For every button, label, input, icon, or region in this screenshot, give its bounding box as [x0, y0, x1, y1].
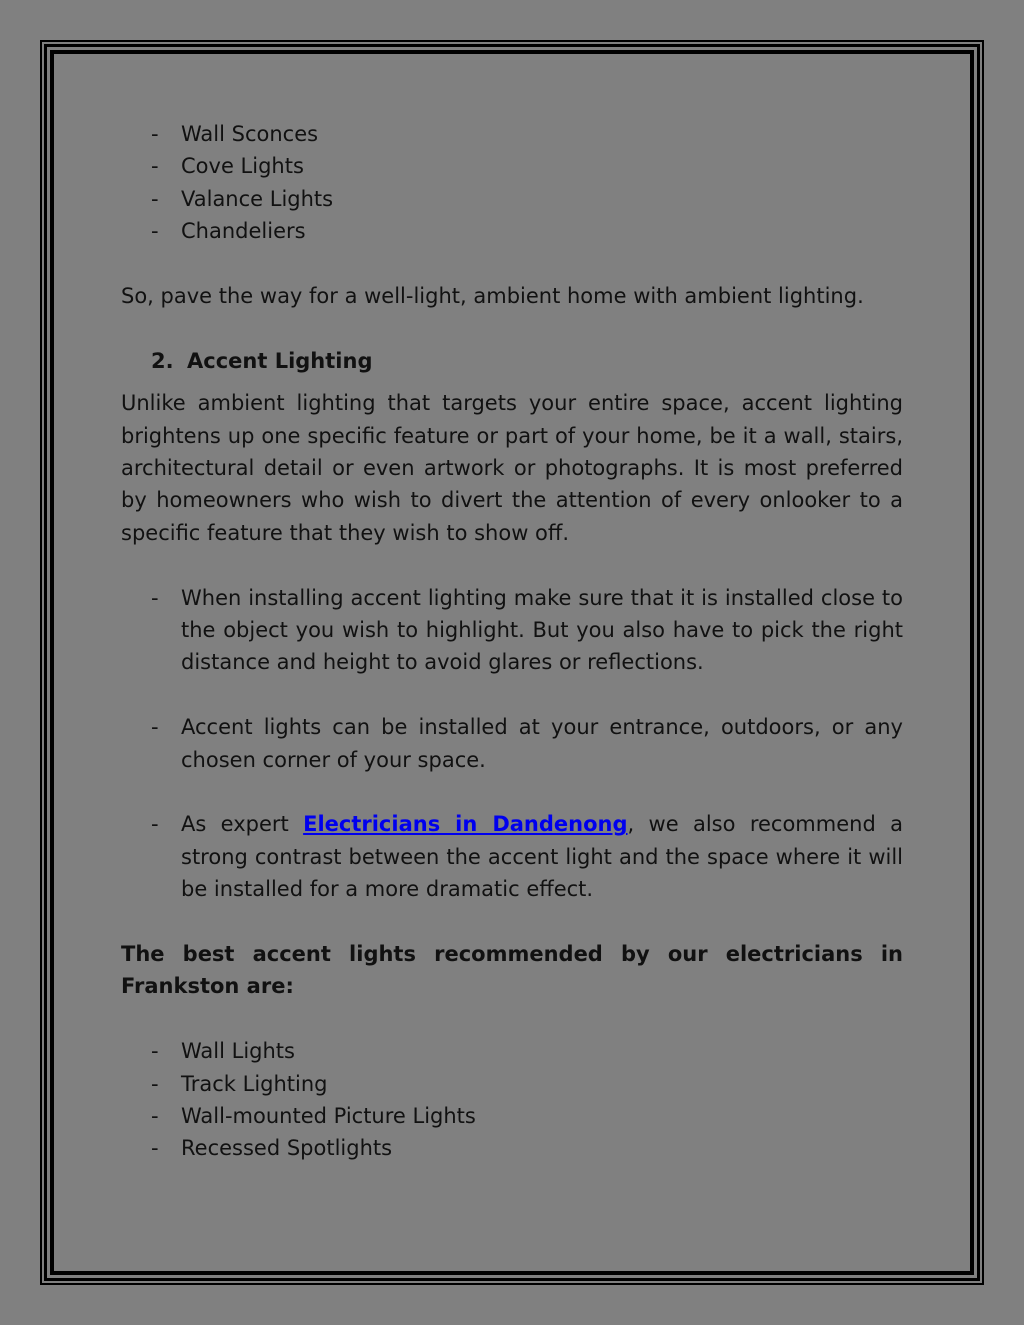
bullet-dash: - [151, 1039, 159, 1064]
tip-text: When installing accent lighting make sure that it is installed close to the object you wish to highlight. But you also have to pick the right distance and height to avoid glares or reflections. [181, 585, 903, 675]
list-item-text: Chandeliers [181, 219, 306, 244]
electricians-dandenong-link[interactable]: Electricians in Dandenong [303, 812, 628, 837]
section-number: 2. [151, 348, 174, 373]
list-item-text: Valance Lights [181, 186, 334, 211]
description-paragraph: Unlike ambient lighting that targets your entire space, accent lighting brightens up one specific feature or part of your home, be it a wall, stairs, architectural detail or even artwork or photographs. It is most preferred by homeowners who wish to divert the attention of every onlooker to a specific feature that they wish to show off. [121, 391, 903, 545]
list-item-text: Wall Lights [181, 1039, 295, 1064]
list-item-text: Recessed Spotlights [181, 1136, 393, 1161]
list-item-text: Wall-mounted Picture Lights [181, 1104, 476, 1129]
list-item [121, 183, 903, 215]
bullet-dash: - [151, 186, 159, 211]
list-item-text: Track Lighting [181, 1071, 328, 1096]
tips-list [121, 711, 903, 776]
list-item-text: Cove Lights [181, 154, 304, 179]
bullet-dash: - [151, 1071, 159, 1096]
list-item [121, 150, 903, 182]
recommend-heading: The best accent lights recommended by our electricians in Frankston are: [121, 942, 903, 999]
page-content [121, 118, 903, 1165]
tip-item [121, 711, 903, 776]
list-item-text: Wall Sconces [181, 122, 319, 146]
list-item [121, 215, 903, 247]
tip-item [121, 808, 903, 905]
bullet-dash: - [151, 1136, 159, 1161]
tip-text-end: , we also recommend a strong contrast between the accent light and the space where it will be installed for a more dramatic effect. [181, 812, 903, 902]
tips-list [121, 582, 903, 679]
section-heading [121, 345, 903, 377]
list-item [121, 1035, 903, 1067]
accent-lights-list [121, 1035, 903, 1165]
tip-text-start: As expert [181, 812, 304, 837]
bullet-dash: - [151, 715, 159, 740]
section-title: Accent Lighting [187, 348, 373, 373]
tip-text: Accent lights can be installed at your entrance, outdoors, or any chosen corner of your space. [181, 715, 903, 772]
tips-list [121, 808, 903, 905]
list-item [121, 1068, 903, 1100]
bullet-dash: - [151, 1104, 159, 1129]
list-item [121, 118, 903, 150]
bullet-dash: - [151, 812, 159, 837]
bullet-dash: - [151, 585, 159, 610]
bullet-dash: - [151, 122, 159, 146]
ambient-lights-list [121, 118, 903, 248]
bullet-dash: - [151, 219, 159, 244]
bullet-dash: - [151, 154, 159, 179]
tip-item [121, 582, 903, 679]
list-item [121, 1100, 903, 1132]
list-item [121, 1132, 903, 1164]
summary-paragraph: So, pave the way for a well-light, ambient home with ambient lighting. [121, 284, 864, 309]
